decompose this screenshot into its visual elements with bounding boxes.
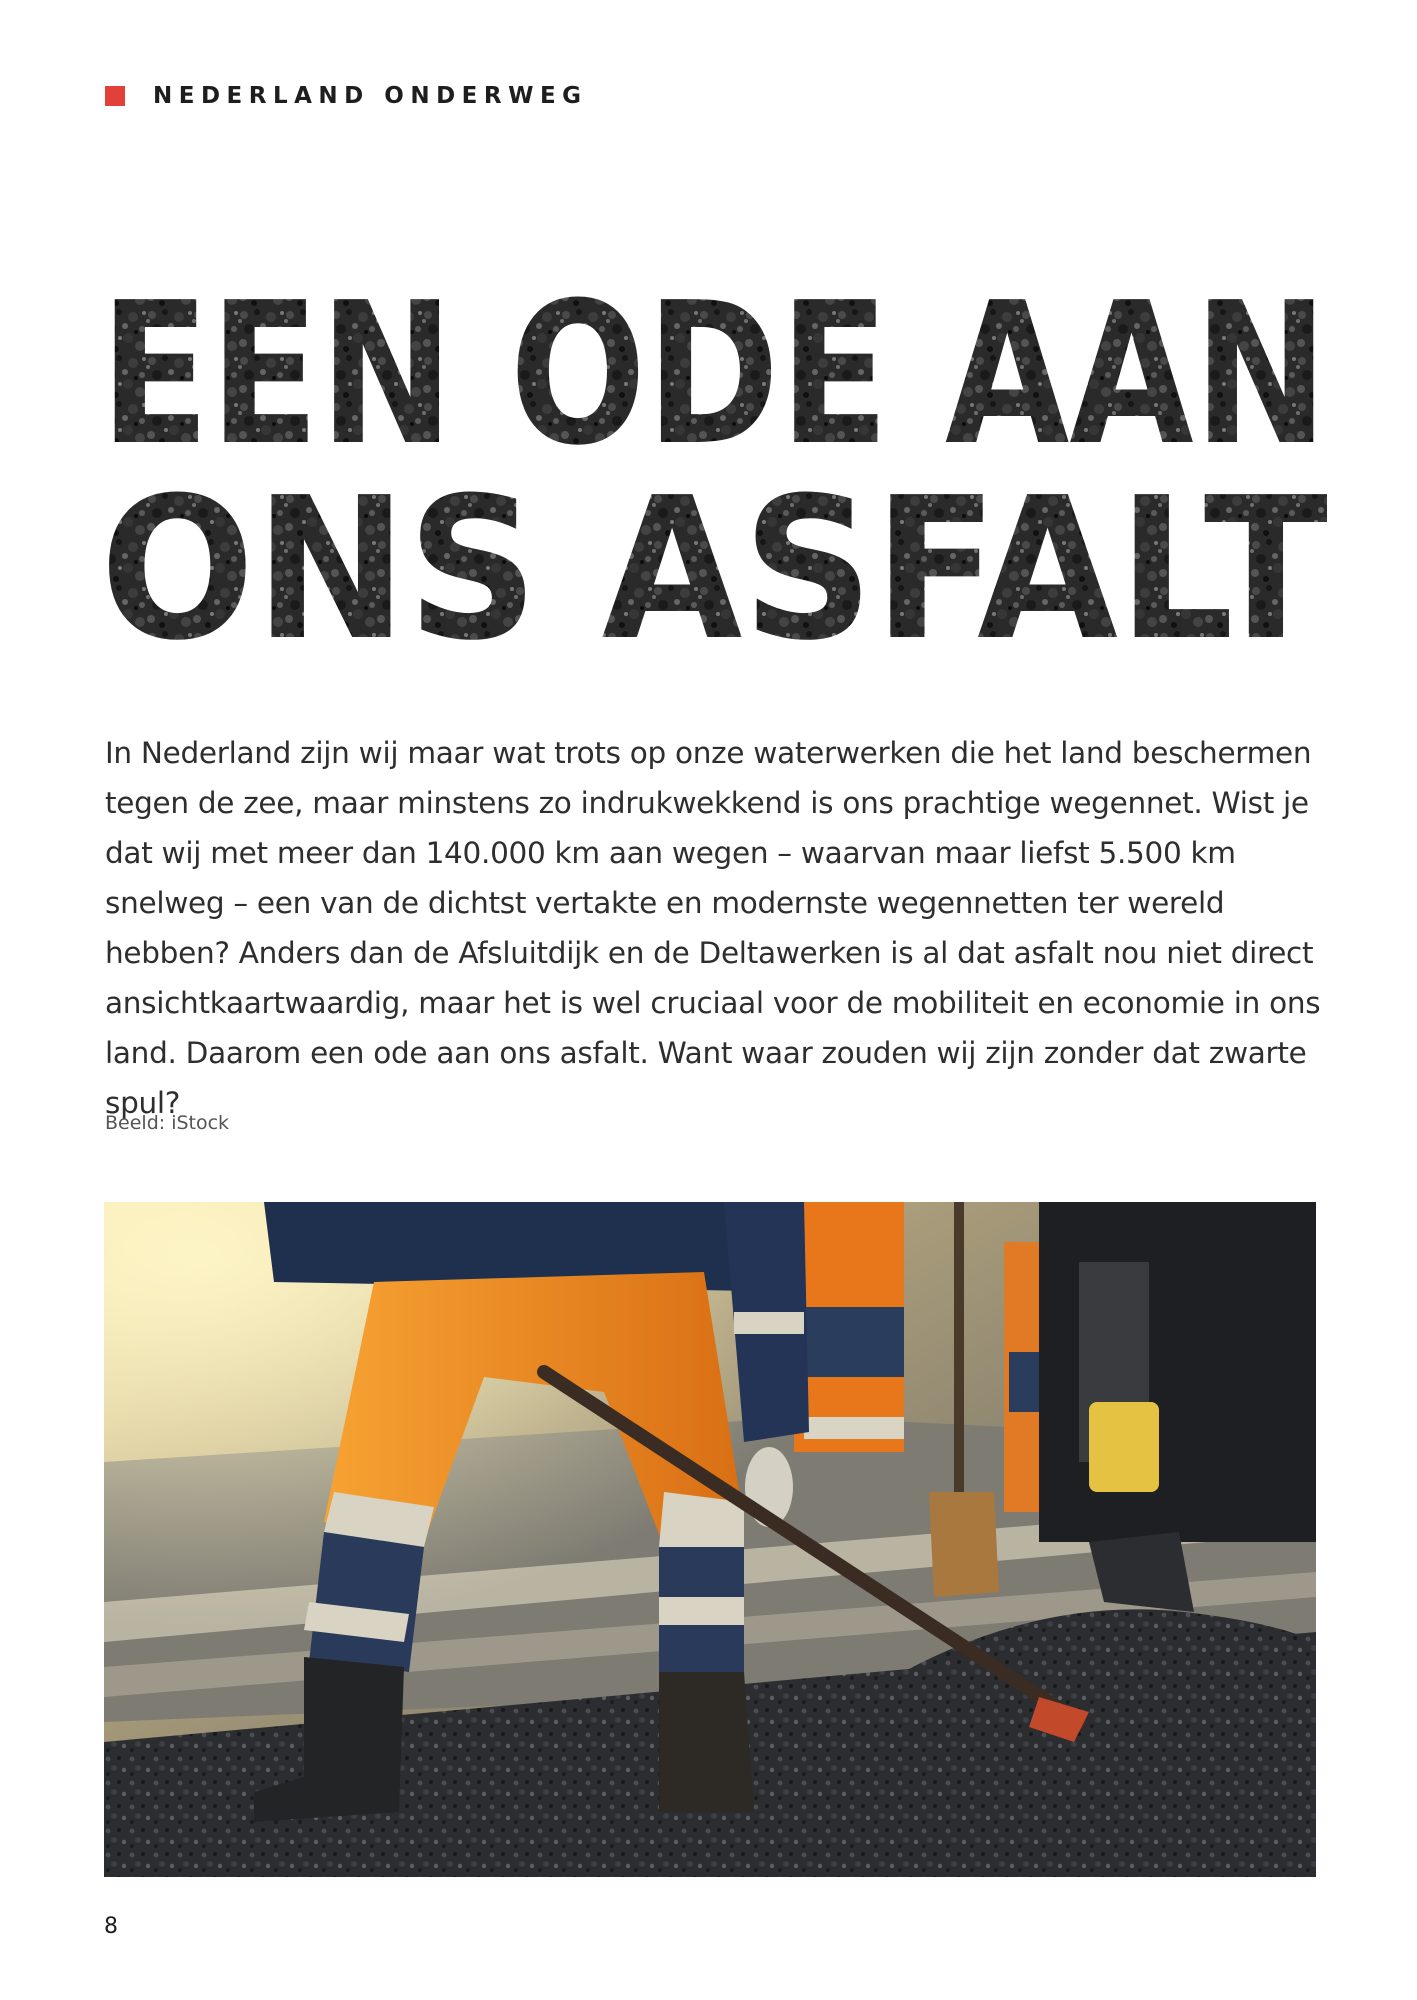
headline-line-2: ONS ASFALT (100, 456, 1328, 662)
section-title: NEDERLAND ONDERWEG (153, 83, 588, 109)
road-workers-photo (104, 1202, 1316, 1877)
page-number: 8 (104, 1914, 118, 1939)
image-credit: Beeld: iStock (105, 1112, 230, 1134)
section-marker (105, 86, 125, 106)
intro-paragraph: In Nederland zijn wij maar wat trots op onze waterwerken die het land beschermen tegen de zee, maar minstens zo indrukwekkend is ons prachtige wegennet. Wist je dat wij met meer dan 140.000 km aan wegen – waarvan maar liefst 5.500 km snelweg – een van de dichtst vertakte en modernste wegennetten ter wereld hebben? Anders dan de Afsluitdijk en de Deltawerken is al dat asfalt nou niet direct ansichtkaartwaardig, maar het is wel cruciaal voor de mobiliteit en economie in ons land. Daarom een ode aan ons asfalt. Want waar zouden wij zijn zonder dat zwarte spul? (105, 736, 1321, 1120)
headline-line-1: EEN ODE AAN (100, 262, 1328, 489)
headline (100, 262, 1330, 662)
section-header (105, 80, 588, 112)
road-workers-illustration (104, 1202, 1316, 1877)
headline-asphalt-text (100, 262, 1330, 662)
